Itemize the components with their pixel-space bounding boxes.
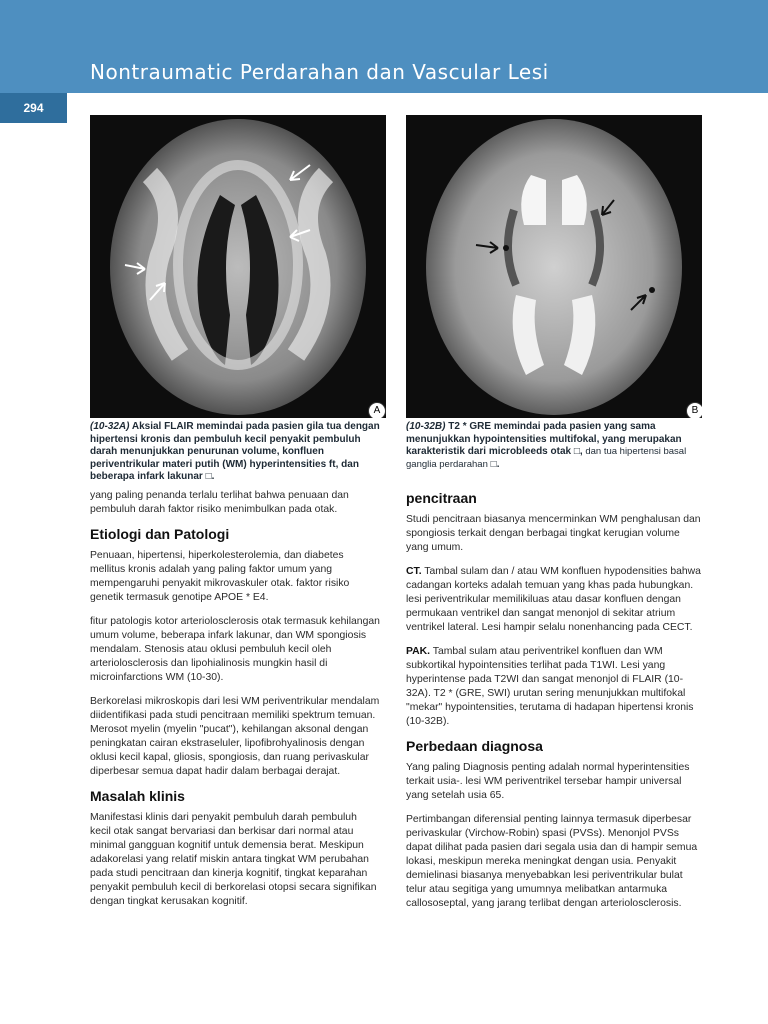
caption-figure-id: (10-32B) [406, 421, 446, 432]
caption-text-regular: dan tua hipertensi basal ganglia perdarahan [406, 446, 687, 470]
left-column [90, 489, 380, 919]
right-column [406, 489, 702, 921]
caption-figure-id: (10-32A) [90, 421, 130, 432]
caption-text: Aksial FLAIR memindai pada pasien gila tua dengan hipertensi kronis dan pembuluh kecil penyakit pembuluh darah menunjukkan penurunan volume, konfluen periventrikular materi putih (WM) hyperintensities ft, dan beberapa infark lakunar □. [90, 421, 380, 482]
chapter-title: Nontraumatic Perdarahan dan Vascular Lesi [90, 60, 549, 84]
paragraph-ct [406, 565, 702, 635]
heading-pencitraan: pencitraan [406, 490, 477, 506]
paragraph: Penuaan, hipertensi, hiperkolesterolemia, dan diabetes mellitus kronis adalah yang paling faktor umum yang mempengaruhi penyakit mikrovaskuler otak. faktor risiko genetik termasuk genotipe APOE * E4. [90, 550, 350, 603]
paragraph: Studi pencitraan biasanya mencerminkan WM penghalusan dan spongiosis terkait dengan berbagai tingkat kerugian volume yang umum. [406, 514, 701, 553]
gre-brain-scan [406, 115, 702, 418]
chapter-header [0, 0, 768, 93]
flair-brain-scan [90, 115, 386, 418]
figure-letter-a: A [368, 402, 386, 418]
ct-text: Tambal sulam dan / atau WM konfluen hypodensities bahwa cadangan korteks adalah temuan yang khas pada hubungkan. lesi periventrikular memilikiluas atau dasar konfluen dengan permukaan ventrikel dan sangat menonjol di sekitar atrium ventrikel lateral. Lesi hampir selalu nonenhancing pada CECT. [406, 566, 701, 633]
heading-etiologi: Etiologi dan Patologi [90, 526, 230, 542]
page-number: 294 [0, 93, 67, 123]
caption-10-32a [90, 421, 386, 484]
figure-letter-b: B [686, 402, 702, 418]
paragraph: Pertimbangan diferensial penting lainnya termasuk diperbesar perivaskular (Virchow-Robin) spasi (PVSs). Menonjol PVSs dapat dilihat pada pasien dari segala usia dan di hampir semua lokasi, meskipun mereka meningkat dengan usia. Penyakit demielinasi biasanya menyebabkan lesi periventrikular bulat telur atau segitiga yang umumnya melibatkan antarmuka callososeptal, yang jarang terlibat dengan arteriolosclerosis. [406, 814, 698, 909]
heading-masalah-klinis: Masalah klinis [90, 788, 185, 804]
heading-perbedaan-diagnosa: Perbedaan diagnosa [406, 738, 543, 754]
paragraph: fitur patologis kotor arteriolosclerosis otak termasuk kehilangan umum volume, beberapa infark lakunar, dan WM spongiosis mendalam. Stenosis atau oklusi pembuluh kecil oleh arteriolosclerosis dan lipohialinosis mungkin hasil di microinfarctions WM (10-30). [90, 616, 380, 683]
figure-10-32a-image [90, 115, 386, 418]
pak-text: Tambal sulam atau periventrikel konfluen dan WM subkortikal hypointensities terlihat pada T1WI. Lesi yang hyperintense pada T2WI dan sangat menonjol di FLAIR (10-32A). T2 * (GRE, SWI) urutan sering menunjukkan multifokal "mekar" hypointensities, terutama di hadapan hipertensi kronis (10-32B). [406, 646, 694, 727]
caption-10-32b [406, 421, 716, 471]
caption-text-end: □. [487, 458, 500, 470]
paragraph-pak [406, 645, 702, 729]
paragraph: Manifestasi klinis dari penyakit pembuluh darah pembuluh kecil otak sangat bervariasi dan berkisar dari normal atau minimal gangguan kognitif untuk demensia berat. Meskipun adakorelasi yang relatif miskin antara tingkat WM perubahan pada studi pencitraan dan kinerja kognitif, tingkat keparahan penyakit pembuluh kecil di berkorelasi otopsi secara signifikan dengan tingkat kerusakan kognitif. [90, 812, 377, 907]
caption-text: T2 * GRE memindai pada pasien yang sama menunjukkan hypointensities multifokal, yang merupakan karakteristik dari microbleeds otak □, [406, 421, 682, 457]
paragraph: Yang paling Diagnosis penting adalah normal hyperintensities terkait usia-. lesi WM periventrikel tersebar hampir universal yang setelah usia 65. [406, 762, 690, 801]
pak-label: PAK. [406, 646, 431, 657]
figure-10-32b-image [406, 115, 702, 418]
paragraph: Berkorelasi mikroskopis dari lesi WM periventrikular mendalam diidentifikasi pada studi pencitraan memiliki spektrum temuan. Merosot myelin (myelin "pucat"), kehilangan aksonal dengan peningkatan cairan ekstraseluler, lipofibrohyalinosis dengan oklusi kecil kapal, gliosis, spongiosis, dan ruang perivaskular diperbesar semua dapat hadir dalam berbagai derajat. [90, 696, 380, 777]
ct-label: CT. [406, 566, 422, 577]
intro-paragraph: yang paling penanda terlalu terlihat bahwa penuaan dan pembuluh darah faktor risiko menimbulkan pada otak. [90, 490, 349, 515]
